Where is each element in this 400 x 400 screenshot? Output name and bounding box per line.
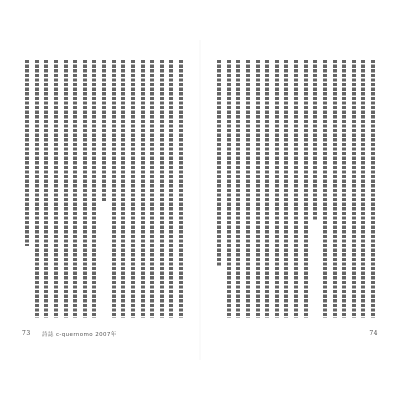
right-page-text-column-run [342, 60, 346, 318]
right-page-text-column-run [313, 60, 317, 220]
right-page-text-block [216, 60, 376, 318]
right-page-text-column-run [304, 60, 308, 318]
left-page-text-column [91, 60, 97, 318]
right-page-text-column [341, 60, 347, 318]
right-page-text-column [312, 60, 318, 318]
left-page-text-column-run [102, 60, 106, 202]
left-page-text-column-run [25, 60, 29, 246]
right-page-text-column [293, 60, 299, 318]
right-page-text-column-run [265, 60, 269, 318]
left-page-text-column-run [64, 60, 68, 318]
right-page-text-column-run [333, 60, 337, 318]
left-page-text-column-run [160, 60, 164, 318]
left-page-text-column [82, 60, 88, 318]
right-page-text-column [255, 60, 261, 318]
left-page-text-column [63, 60, 69, 318]
left-page-folio: 73 [22, 330, 31, 337]
right-page-text-column-run [371, 60, 375, 318]
left-page-text-column-run [44, 60, 48, 318]
left-page-text-column-run [169, 60, 173, 318]
right-page-text-column-run [227, 60, 231, 318]
left-page-text-column [72, 60, 78, 318]
right-page-text-column [226, 60, 232, 318]
left-page-text-column [111, 60, 117, 318]
left-page-text-block [24, 60, 184, 318]
right-page-text-column [332, 60, 338, 318]
left-page-text-column-run [35, 60, 39, 318]
right-page-folio: 74 [369, 330, 378, 337]
right-page [200, 0, 400, 400]
left-page-text-column [130, 60, 136, 318]
right-page-text-column [322, 60, 328, 318]
left-page-text-column [140, 60, 146, 318]
right-page-text-column-run [323, 60, 327, 318]
left-page-text-column-run [73, 60, 77, 318]
right-page-text-column [245, 60, 251, 318]
right-page-text-column-run [294, 60, 298, 318]
left-page-text-column-run [141, 60, 145, 318]
left-page-text-column-run [179, 60, 183, 318]
right-page-text-column [283, 60, 289, 318]
left-page-text-column-run [112, 60, 116, 318]
left-page-text-column-run [131, 60, 135, 318]
left-page-text-column-run [92, 60, 96, 318]
right-page-text-column [274, 60, 280, 318]
right-page-text-column [264, 60, 270, 318]
right-page-text-column-run [352, 60, 356, 318]
left-page-text-column-run [54, 60, 58, 318]
left-page-text-column [43, 60, 49, 318]
left-page-text-column [101, 60, 107, 318]
right-page-text-column [360, 60, 366, 318]
running-head: 詩誌 c-quernomo 2007年 [42, 332, 117, 338]
left-page-text-column [53, 60, 59, 318]
right-page-text-column-run [361, 60, 365, 318]
left-page-text-column [34, 60, 40, 318]
right-page-text-column-run [256, 60, 260, 318]
right-page-text-column-run [275, 60, 279, 318]
left-page-text-column [24, 60, 30, 318]
left-page-text-column [168, 60, 174, 318]
right-page-text-column [216, 60, 222, 318]
right-page-text-column [303, 60, 309, 318]
left-page-text-column [120, 60, 126, 318]
left-page-text-column-run [150, 60, 154, 318]
right-page-text-column [235, 60, 241, 318]
right-page-text-column-run [217, 60, 221, 266]
right-page-text-column-run [236, 60, 240, 318]
left-page-text-column [149, 60, 155, 318]
left-page-text-column [178, 60, 184, 318]
right-page-text-column [370, 60, 376, 318]
right-page-text-column [351, 60, 357, 318]
left-page-text-column-run [83, 60, 87, 318]
left-page-text-column [159, 60, 165, 318]
right-page-text-column-run [284, 60, 288, 318]
right-page-text-column-run [246, 60, 250, 318]
left-page-text-column-run [121, 60, 125, 318]
